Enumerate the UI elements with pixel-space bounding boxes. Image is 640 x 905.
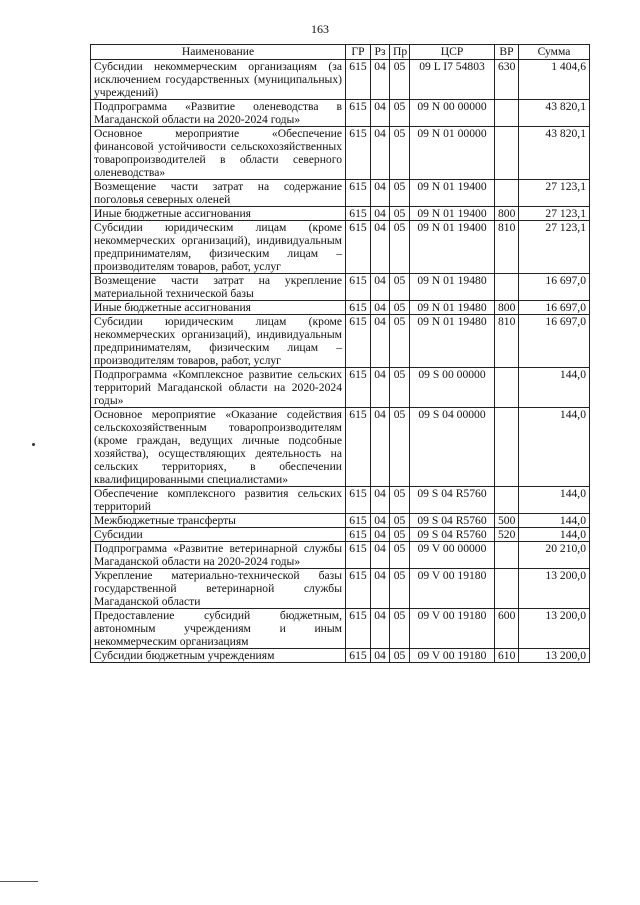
cell-sum: 16 697,0 [519,274,590,301]
cell-vr [495,487,519,514]
cell-gr: 615 [346,649,371,663]
cell-name: Подпрограмма «Развитие оленеводства в Магаданской области на 2020-2024 годы» [91,100,346,127]
footnote-rule [0,881,38,882]
header-vr: ВР [495,45,519,60]
cell-pr: 05 [390,569,410,609]
header-name: Наименование [91,45,346,60]
cell-csr: 09 V 00 19180 [410,649,495,663]
cell-vr [495,569,519,609]
header-gr: ГР [346,45,371,60]
cell-gr: 615 [346,221,371,274]
cell-rz: 04 [371,221,390,274]
cell-csr: 09 V 00 00000 [410,542,495,569]
cell-csr: 09 N 01 19400 [410,180,495,207]
cell-sum: 144,0 [519,514,590,528]
cell-name: Возмещение части затрат на укрепление материальной технической базы [91,274,346,301]
table-header-row [91,45,590,60]
cell-pr: 05 [390,528,410,542]
table-row [91,301,590,315]
cell-vr [495,368,519,408]
margin-dot [32,443,35,446]
header-pr: Пр [390,45,410,60]
cell-vr: 810 [495,315,519,368]
cell-name: Укрепление материально-технической базы государственной ветеринарной службы Магаданской области [91,569,346,609]
cell-rz: 04 [371,315,390,368]
cell-csr: 09 S 04 R5760 [410,514,495,528]
table-row [91,542,590,569]
cell-vr: 800 [495,301,519,315]
table-row [91,100,590,127]
cell-rz: 04 [371,127,390,180]
table-row [91,649,590,663]
cell-name: Предоставление субсидий бюджетным, автономным учреждениям и иным некоммерческим организациям [91,609,346,649]
table-row [91,180,590,207]
cell-csr: 09 N 00 00000 [410,100,495,127]
cell-pr: 05 [390,649,410,663]
cell-gr: 615 [346,368,371,408]
cell-csr: 09 V 00 19180 [410,569,495,609]
cell-csr: 09 N 01 19400 [410,207,495,221]
cell-name: Основное мероприятие «Обеспечение финансовой устойчивости сельскохозяйственных товаропроизводителей в области северного оленеводства» [91,127,346,180]
cell-csr: 09 V 00 19180 [410,609,495,649]
cell-rz: 04 [371,368,390,408]
cell-name: Иные бюджетные ассигнования [91,301,346,315]
cell-sum: 144,0 [519,408,590,487]
cell-vr [495,100,519,127]
cell-sum: 27 123,1 [519,180,590,207]
cell-pr: 05 [390,100,410,127]
cell-sum: 43 820,1 [519,127,590,180]
header-sum: Сумма [519,45,590,60]
table-row [91,207,590,221]
cell-gr: 615 [346,408,371,487]
cell-vr: 800 [495,207,519,221]
cell-pr: 05 [390,127,410,180]
cell-gr: 615 [346,528,371,542]
cell-gr: 615 [346,180,371,207]
cell-csr: 09 S 00 00000 [410,368,495,408]
cell-name: Субсидии некоммерческим организациям (за исключением государственных (муниципальных) учреждений) [91,60,346,100]
cell-vr: 610 [495,649,519,663]
cell-vr: 500 [495,514,519,528]
cell-gr: 615 [346,127,371,180]
table-row [91,60,590,100]
cell-sum: 16 697,0 [519,301,590,315]
cell-rz: 04 [371,100,390,127]
cell-csr: 09 S 04 R5760 [410,487,495,514]
cell-name: Основное мероприятие «Оказание содействия сельскохозяйственным товаропроизводителям (кроме граждан, ведущих личные подсобные хозяйства), осуществляющих деятельность на сельских территориях, в обеспечении квалифицированными специалистами» [91,408,346,487]
cell-pr: 05 [390,315,410,368]
cell-gr: 615 [346,514,371,528]
cell-pr: 05 [390,60,410,100]
cell-name: Субсидии юридическим лицам (кроме некоммерческих организаций), индивидуальным предпринимателям, физическим лицам – производителям товаров, работ, услуг [91,221,346,274]
cell-sum: 27 123,1 [519,221,590,274]
page-number: 163 [311,22,329,36]
cell-pr: 05 [390,274,410,301]
cell-rz: 04 [371,301,390,315]
table-row [91,408,590,487]
cell-rz: 04 [371,408,390,487]
cell-rz: 04 [371,542,390,569]
cell-sum: 13 200,0 [519,609,590,649]
cell-pr: 05 [390,408,410,487]
cell-name: Субсидии [91,528,346,542]
cell-sum: 144,0 [519,368,590,408]
cell-csr: 09 S 04 00000 [410,408,495,487]
table-row [91,569,590,609]
cell-vr: 810 [495,221,519,274]
cell-csr: 09 S 04 R5760 [410,528,495,542]
cell-sum: 13 200,0 [519,569,590,609]
cell-gr: 615 [346,301,371,315]
cell-gr: 615 [346,315,371,368]
cell-pr: 05 [390,542,410,569]
cell-rz: 04 [371,180,390,207]
table-row [91,221,590,274]
cell-name: Субсидии юридическим лицам (кроме некоммерческих организаций), индивидуальным предпринимателям, физическим лицам – производителям товаров, работ, услуг [91,315,346,368]
budget-table [90,44,590,663]
cell-name: Возмещение части затрат на содержание поголовья северных оленей [91,180,346,207]
table-row [91,127,590,180]
header-csr: ЦСР [410,45,495,60]
cell-gr: 615 [346,100,371,127]
cell-vr: 600 [495,609,519,649]
cell-name: Подпрограмма «Развитие ветеринарной службы Магаданской области на 2020-2024 годы» [91,542,346,569]
cell-rz: 04 [371,569,390,609]
cell-name: Подпрограмма «Комплексное развитие сельских территорий Магаданской области на 2020-2024 годы» [91,368,346,408]
cell-sum: 1 404,6 [519,60,590,100]
table-row [91,528,590,542]
cell-vr [495,180,519,207]
cell-vr [495,408,519,487]
cell-gr: 615 [346,274,371,301]
cell-csr: 09 N 01 19480 [410,315,495,368]
table-row [91,487,590,514]
cell-vr [495,127,519,180]
table-row [91,315,590,368]
cell-vr [495,274,519,301]
cell-rz: 04 [371,649,390,663]
cell-sum: 27 123,1 [519,207,590,221]
cell-sum: 20 210,0 [519,542,590,569]
cell-pr: 05 [390,180,410,207]
cell-pr: 05 [390,221,410,274]
cell-pr: 05 [390,609,410,649]
cell-sum: 16 697,0 [519,315,590,368]
cell-pr: 05 [390,487,410,514]
cell-gr: 615 [346,569,371,609]
cell-sum: 144,0 [519,528,590,542]
cell-sum: 144,0 [519,487,590,514]
cell-name: Обеспечение комплексного развития сельских территорий [91,487,346,514]
table-row [91,514,590,528]
cell-gr: 615 [346,207,371,221]
cell-csr: 09 L I7 54803 [410,60,495,100]
cell-rz: 04 [371,514,390,528]
cell-pr: 05 [390,514,410,528]
cell-gr: 615 [346,487,371,514]
cell-name: Субсидии бюджетным учреждениям [91,649,346,663]
cell-rz: 04 [371,60,390,100]
cell-pr: 05 [390,301,410,315]
cell-pr: 05 [390,368,410,408]
cell-rz: 04 [371,528,390,542]
cell-pr: 05 [390,207,410,221]
cell-rz: 04 [371,487,390,514]
cell-sum: 43 820,1 [519,100,590,127]
cell-name: Иные бюджетные ассигнования [91,207,346,221]
header-rz: Рз [371,45,390,60]
cell-rz: 04 [371,274,390,301]
cell-csr: 09 N 01 19400 [410,221,495,274]
cell-rz: 04 [371,609,390,649]
cell-vr: 630 [495,60,519,100]
cell-vr [495,542,519,569]
cell-vr: 520 [495,528,519,542]
cell-csr: 09 N 01 00000 [410,127,495,180]
cell-gr: 615 [346,609,371,649]
cell-csr: 09 N 01 19480 [410,301,495,315]
table-row [91,274,590,301]
cell-rz: 04 [371,207,390,221]
cell-gr: 615 [346,542,371,569]
table-row [91,368,590,408]
cell-gr: 615 [346,60,371,100]
cell-csr: 09 N 01 19480 [410,274,495,301]
cell-name: Межбюджетные трансферты [91,514,346,528]
cell-sum: 13 200,0 [519,649,590,663]
table-row [91,609,590,649]
